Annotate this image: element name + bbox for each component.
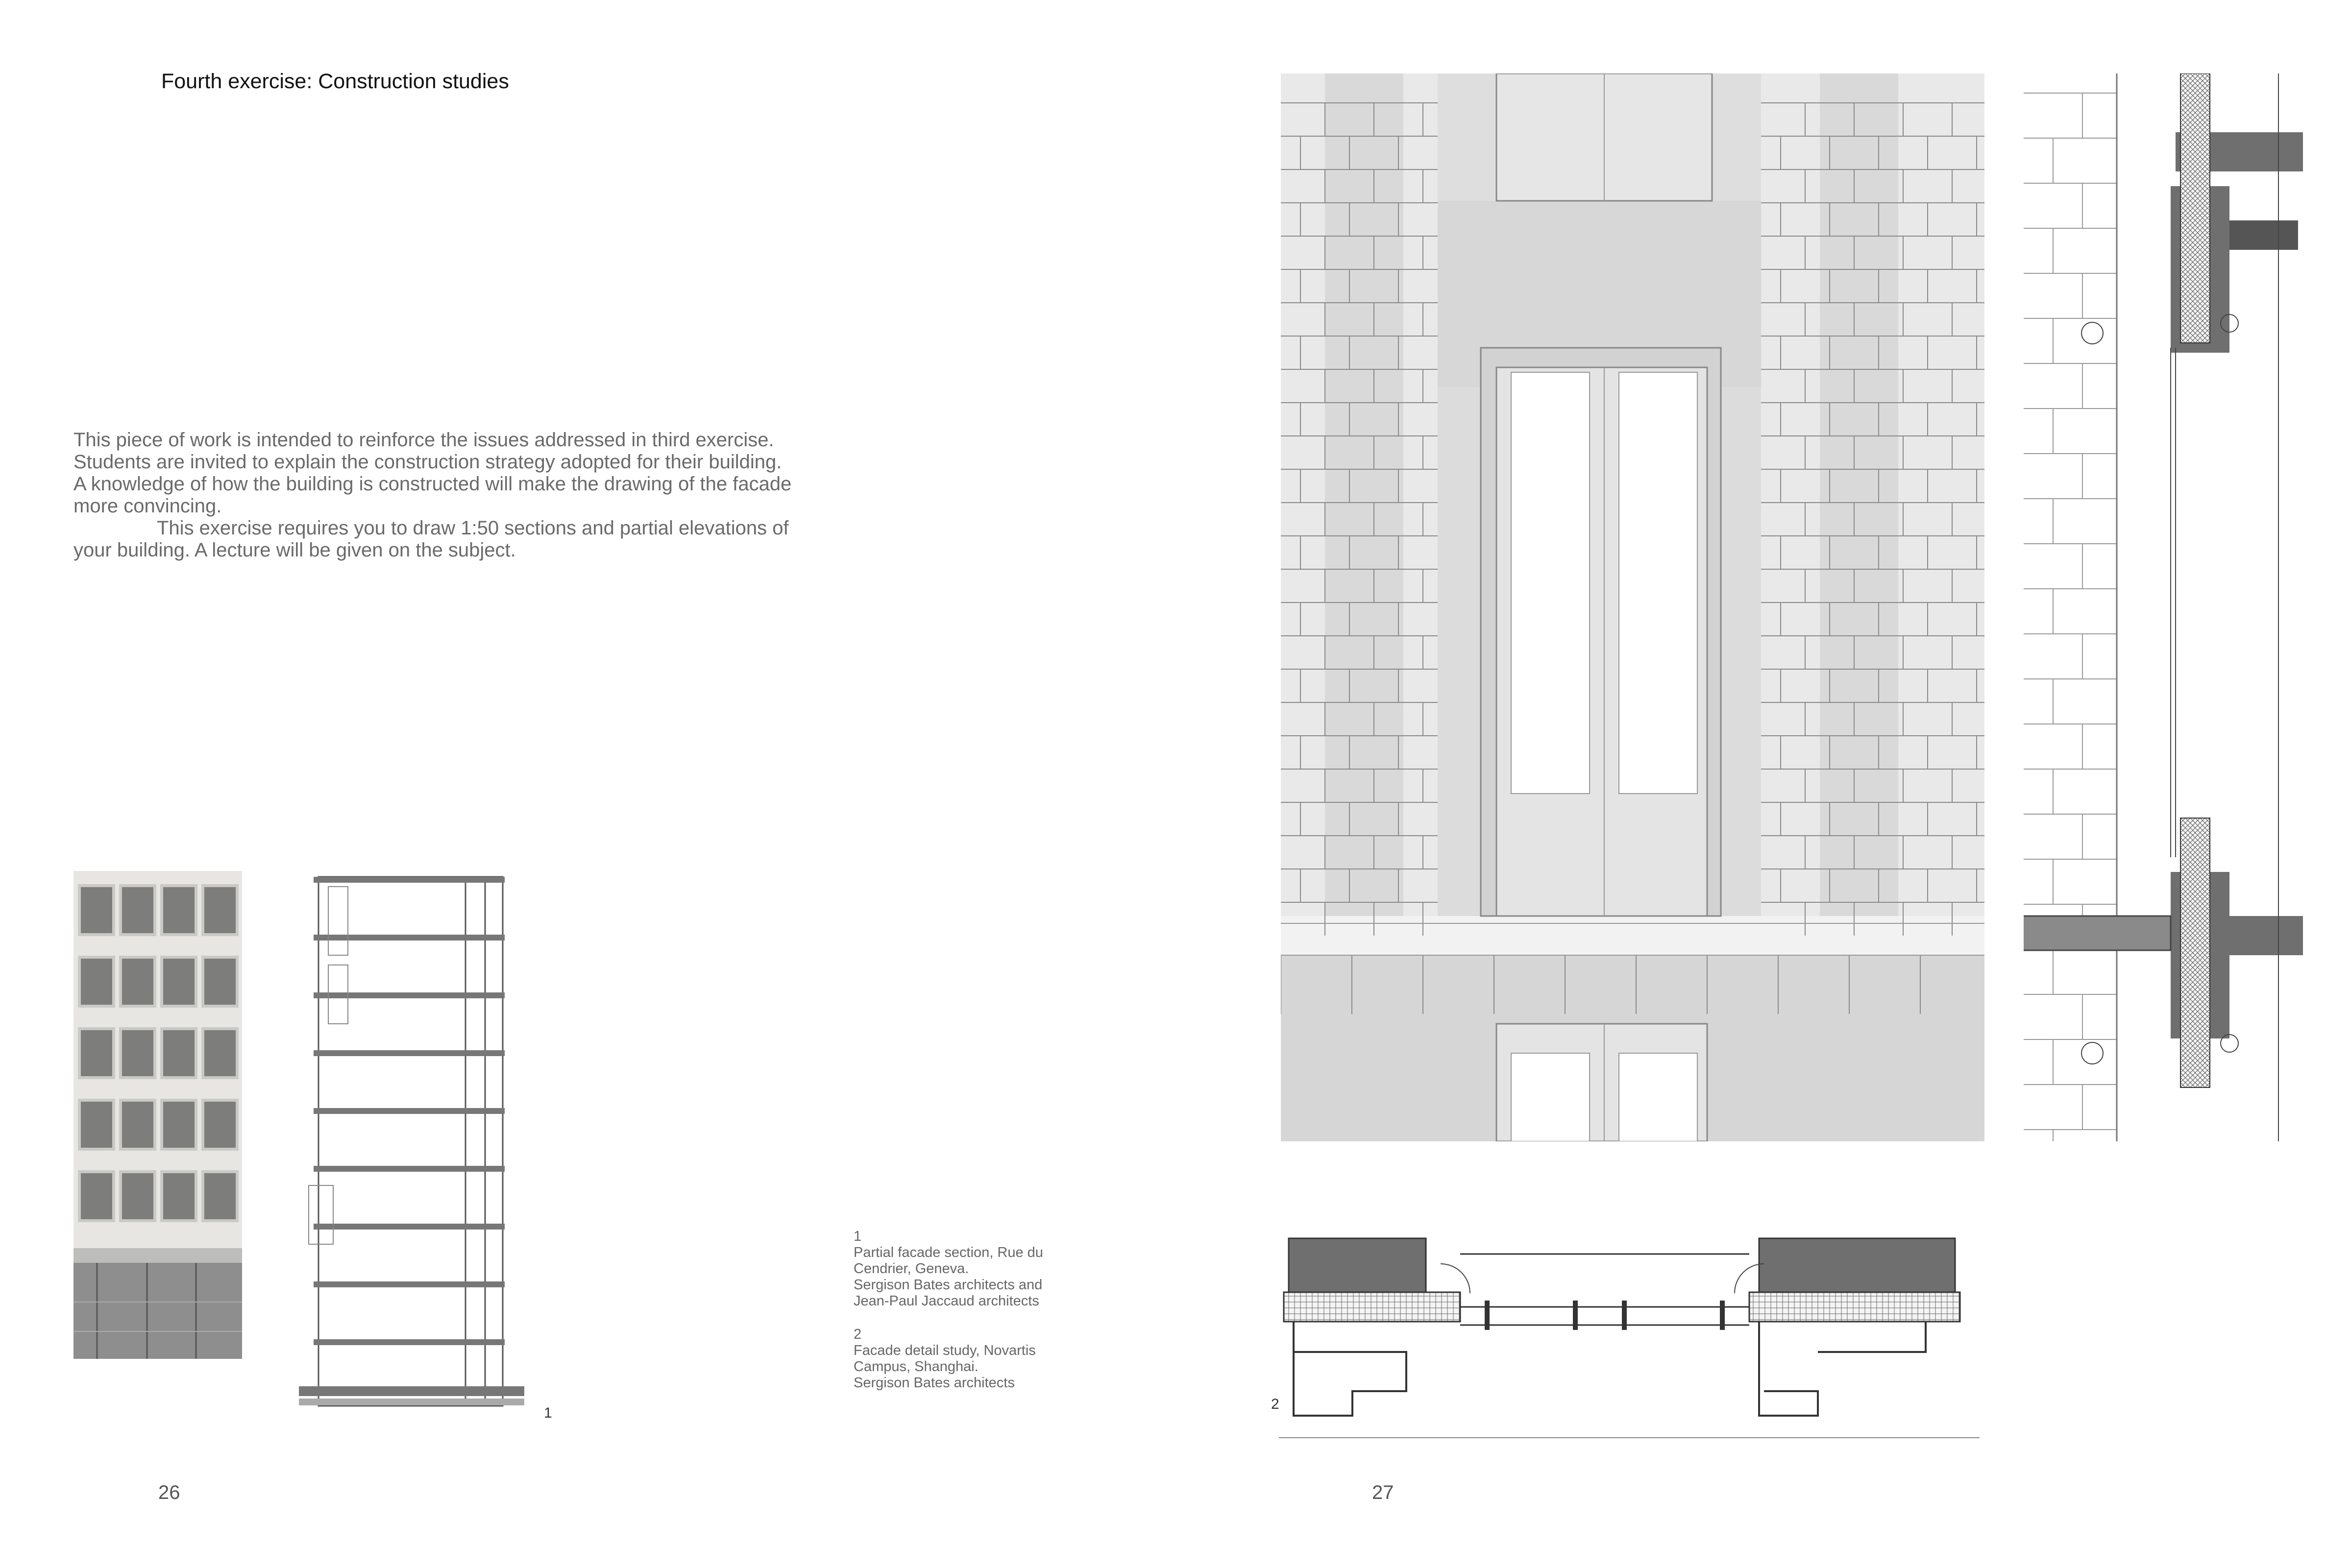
caption-line: Cendrier, Geneva. — [854, 1261, 969, 1277]
page-number-right: 27 — [1372, 1482, 1394, 1503]
caption-line: Sergison Bates architects — [854, 1375, 1015, 1391]
caption-line: Sergison Bates architects and — [854, 1277, 1043, 1293]
building-section-drawing — [279, 867, 534, 1421]
intro-line: This piece of work is intended to reinforce the issues addressed in third exercise. — [73, 429, 774, 451]
caption-line: Facade detail study, Novartis — [854, 1343, 1036, 1358]
caption-line: Partial facade section, Rue du — [854, 1245, 1043, 1260]
caption-2 — [854, 1327, 1108, 1391]
intro-line: Students are invited to explain the construction strategy adopted for their building. — [73, 451, 782, 473]
figure-1-label: 1 — [544, 1405, 552, 1421]
intro-line: This exercise requires you to draw 1:50 sections and partial elevations of — [157, 517, 789, 539]
caption-number: 2 — [854, 1327, 862, 1342]
figure-2-label: 2 — [1271, 1396, 1279, 1412]
intro-line: A knowledge of how the building is constructed will make the drawing of the facade — [73, 473, 792, 495]
facade-section-detail — [2024, 73, 2303, 1141]
caption-1 — [854, 1229, 1108, 1309]
caption-line: Campus, Shanghai. — [854, 1359, 979, 1375]
page-heading: Fourth exercise: Construction studies — [161, 70, 509, 93]
building-elevation-photo — [73, 871, 242, 1359]
facade-plan-detail — [1274, 1234, 1984, 1440]
caption-line: Jean-Paul Jaccaud architects — [854, 1293, 1039, 1309]
facade-elevation-drawing — [1281, 73, 1984, 1141]
intro-line: your building. A lecture will be given on the subject. — [73, 539, 516, 561]
caption-number: 1 — [854, 1229, 862, 1244]
intro-line: more convincing. — [73, 495, 222, 517]
intro-text — [73, 429, 838, 561]
page-number-left: 26 — [158, 1482, 180, 1503]
